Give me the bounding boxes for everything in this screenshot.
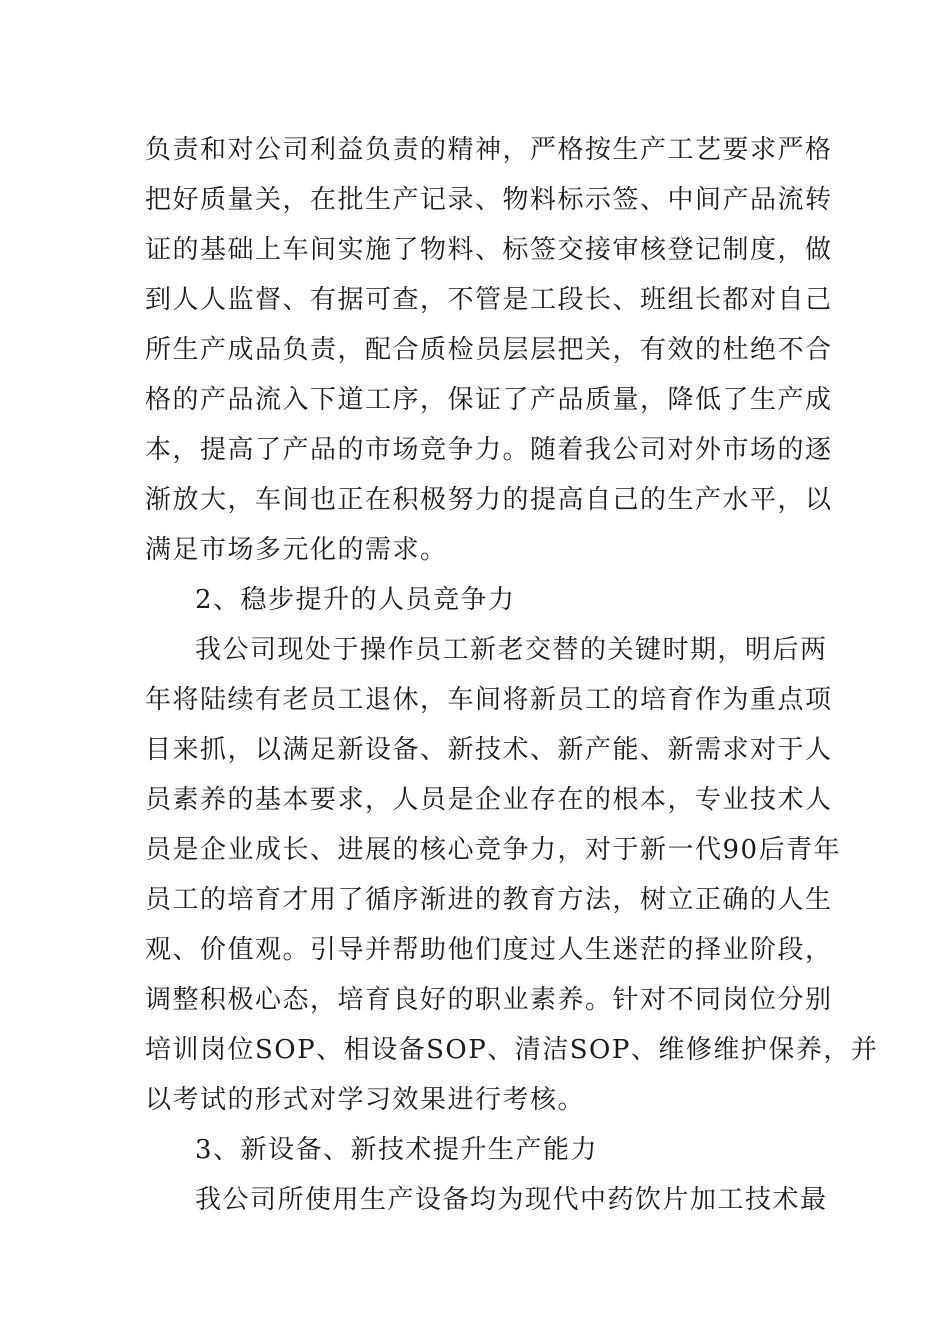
body-text-line: 调整积极心态，培育良好的职业素养。针对不同岗位分别 [145, 985, 833, 1015]
body-text-line: 证的基础上车间实施了物料、标签交接审核登记制度，做 [145, 235, 833, 265]
body-text-line: 本，提高了产品的市场竞争力。随着我公司对外市场的逐 [145, 435, 833, 465]
body-text-line: 所生产成品负责，配合质检员层层把关，有效的杜绝不合 [145, 335, 833, 365]
body-text-line: 格的产品流入下道工序，保证了产品质量，降低了生产成 [145, 385, 833, 415]
body-text-line: 员工的培育才用了循序渐进的教育方法，树立正确的人生 [145, 885, 833, 915]
body-text-line: 目来抓，以满足新设备、新技术、新产能、新需求对于人 [145, 735, 833, 765]
section-heading: 2、稳步提升的人员竞争力 [195, 585, 516, 615]
body-text-line: 员是企业成长、进展的核心竞争力，对于新一代90后青年 [145, 835, 842, 865]
body-text-line: 渐放大，车间也正在积极努力的提高自己的生产水平，以 [145, 485, 833, 515]
body-text-line: 以考试的形式对学习效果进行考核。 [145, 1085, 586, 1115]
body-text-line: 观、价值观。引导并帮助他们度过人生迷茫的择业阶段， [145, 935, 833, 965]
section-heading: 3、新设备、新技术提升生产能力 [195, 1135, 599, 1165]
body-text-line: 培训岗位SOP、相设备SOP、清洁SOP、维修维护保养，并 [145, 1035, 879, 1065]
body-text-line: 年将陆续有老员工退休，车间将新员工的培育作为重点项 [145, 685, 833, 715]
paragraph-first-line: 我公司现处于操作员工新老交替的关键时期，明后两 [195, 635, 828, 665]
body-text-line: 负责和对公司利益负责的精神，严格按生产工艺要求严格 [145, 135, 833, 165]
paragraph-first-line: 我公司所使用生产设备均为现代中药饮片加工技术最 [195, 1185, 828, 1215]
body-text-line: 把好质量关，在批生产记录、物料标示签、中间产品流转 [145, 185, 833, 215]
body-text-line: 到人人监督、有据可查，不管是工段长、班组长都对自己 [145, 285, 833, 315]
body-text-line: 员素养的基本要求，人员是企业存在的根本，专业技术人 [145, 785, 833, 815]
body-text-line: 满足市场多元化的需求。 [145, 535, 448, 565]
